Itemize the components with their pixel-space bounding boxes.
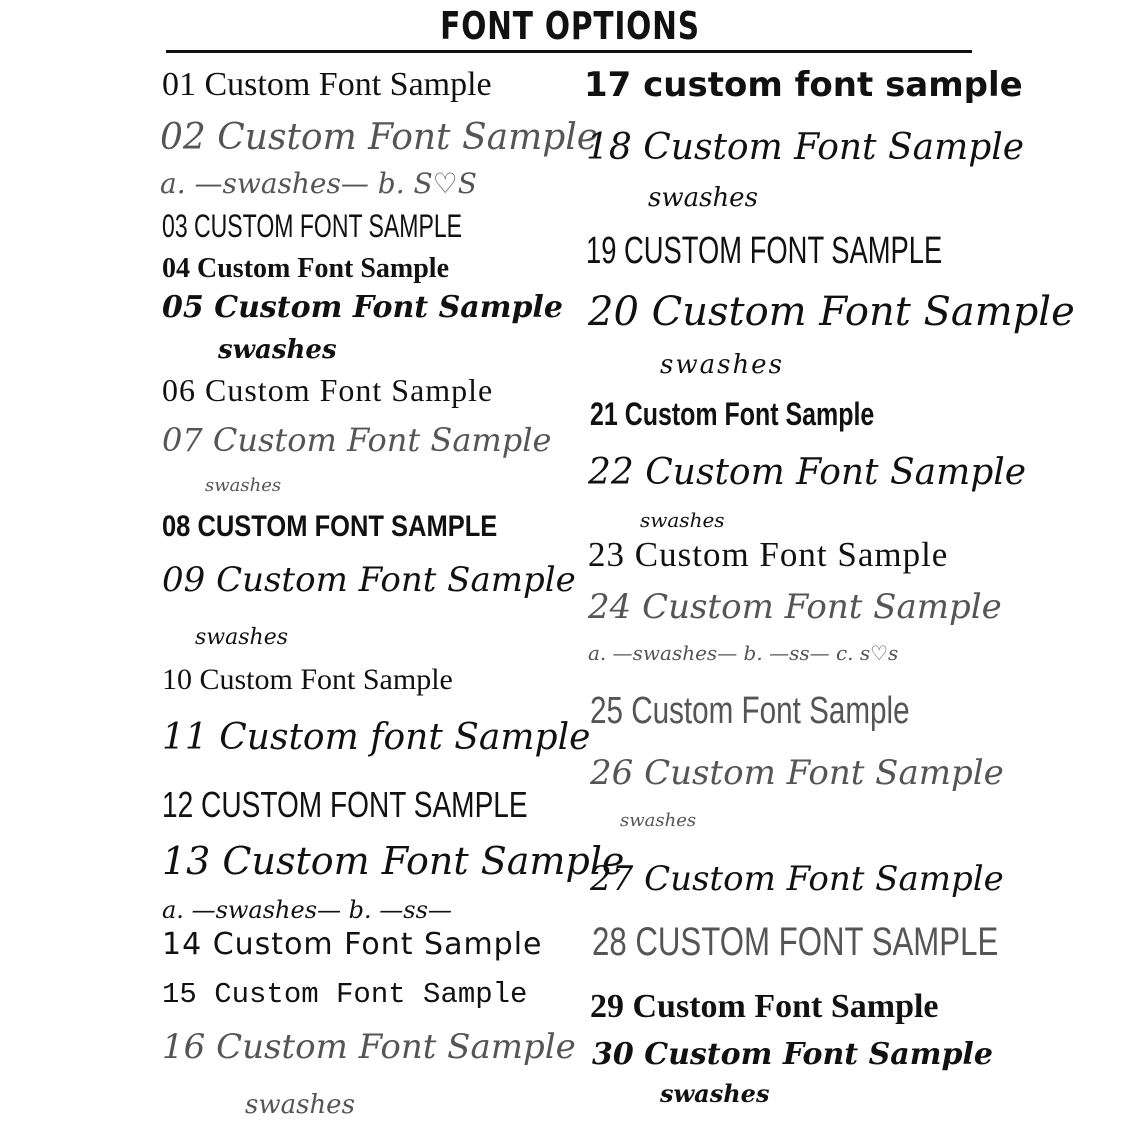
font-sample-17: 17 custom font sample bbox=[584, 65, 1023, 105]
font-sample-23: 23 Custom Font Sample bbox=[588, 535, 949, 574]
font-sample-28: 28 CUSTOM FONT SAMPLE bbox=[592, 920, 999, 964]
font-sample-01: 01 Custom Font Sample bbox=[162, 66, 492, 103]
font-sample-20: 20 Custom Font Sample bbox=[588, 289, 1075, 335]
font-sample-24-swashes: a. —swashes— b. —ss— c. s♡s bbox=[588, 641, 899, 665]
font-sample-30: 30 Custom Font Sample bbox=[592, 1037, 993, 1072]
font-sample-25: 25 Custom Font Sample bbox=[590, 690, 910, 732]
font-sample-22-swashes: swashes bbox=[640, 508, 725, 532]
font-sample-07: 07 Custom Font Sample bbox=[162, 421, 552, 459]
font-sample-07-swashes: swashes bbox=[205, 475, 282, 496]
font-sample-16: 16 Custom Font Sample bbox=[162, 1027, 576, 1067]
font-sample-03: 03 CUSTOM FONT SAMPLE bbox=[162, 208, 463, 244]
font-sample-02-swashes: a. —swashes— b. S♡S bbox=[160, 167, 477, 200]
font-sample-08: 08 CUSTOM FONT SAMPLE bbox=[162, 510, 498, 543]
font-sample-12: 12 CUSTOM FONT SAMPLE bbox=[162, 784, 528, 825]
font-sample-16-swashes: swashes bbox=[245, 1090, 355, 1120]
font-sample-04: 04 Custom Font Sample bbox=[162, 253, 450, 284]
font-sample-13: 13 Custom Font Sample bbox=[162, 839, 625, 883]
font-sample-26-swashes: swashes bbox=[620, 810, 697, 831]
font-sample-14: 14 Custom Font Sample bbox=[162, 927, 543, 962]
font-sample-02: 02 Custom Font Sample bbox=[160, 117, 599, 158]
font-sample-29: 29 Custom Font Sample bbox=[590, 988, 939, 1025]
font-sample-09-swashes: swashes bbox=[195, 625, 289, 650]
font-sample-13-swashes: a. —swashes— b. —ss— bbox=[162, 896, 452, 924]
page-title: FONT OPTIONS bbox=[440, 4, 700, 48]
font-sample-11: 11 Custom font Sample bbox=[162, 717, 591, 758]
font-sample-15: 15 Custom Font Sample bbox=[162, 978, 528, 1011]
font-sample-21: 21 Custom Font Sample bbox=[590, 396, 875, 432]
font-sample-26: 26 Custom Font Sample bbox=[590, 753, 1004, 793]
font-sample-18-swashes: swashes bbox=[648, 183, 758, 213]
font-sample-30-swashes: swashes bbox=[660, 1079, 770, 1108]
font-sample-10: 10 Custom Font Sample bbox=[162, 663, 453, 696]
font-sample-22: 22 Custom Font Sample bbox=[588, 452, 1027, 493]
font-sample-05: 05 Custom Font Sample bbox=[162, 290, 563, 325]
font-sample-06: 06 Custom Font Sample bbox=[162, 372, 494, 408]
font-sample-18: 18 Custom Font Sample bbox=[586, 127, 1025, 168]
font-sample-09: 09 Custom Font Sample bbox=[162, 560, 576, 600]
font-sample-20-swashes: swashes bbox=[660, 350, 784, 380]
font-sample-19: 19 CUSTOM FONT SAMPLE bbox=[586, 230, 943, 272]
title-divider bbox=[166, 50, 972, 53]
font-sample-05-swashes: swashes bbox=[218, 335, 337, 365]
font-sample-27: 27 Custom Font Sample bbox=[590, 859, 1004, 899]
font-sample-24: 24 Custom Font Sample bbox=[588, 587, 1002, 627]
